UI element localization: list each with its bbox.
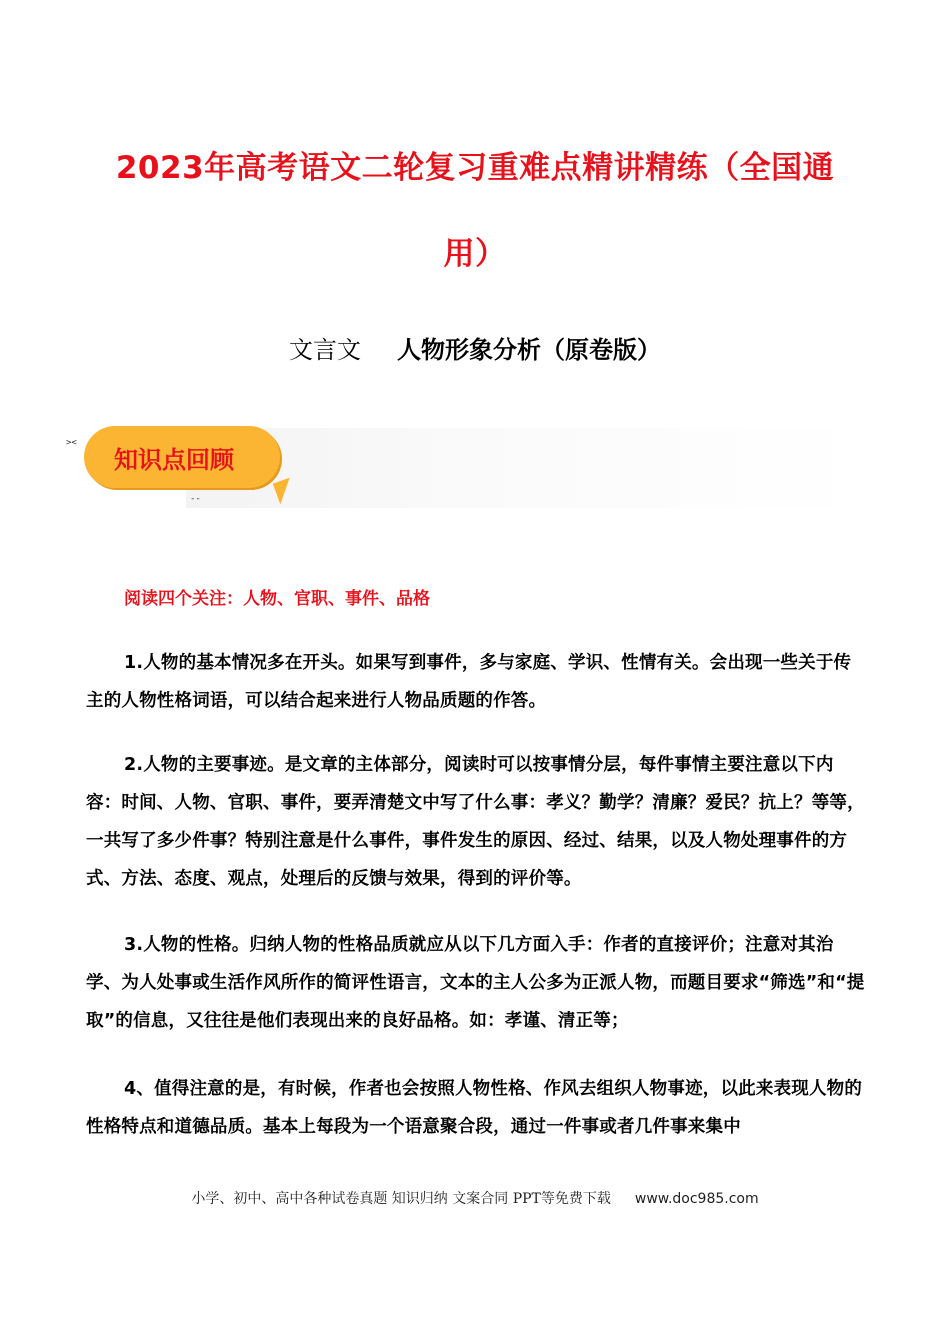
paragraph-4: 4、值得注意的是，有时候，作者也会按照人物性格、作风去组织人物事迹，以此来表现人物的性格特点和道德品质。基本上每段为一个语意聚合段，通过一件事或者几件事来集中 (86, 1079, 863, 1137)
document-subtitle (0, 330, 950, 365)
page-footer (0, 1188, 950, 1208)
badge-deco-bottom: -- (190, 494, 201, 504)
paragraph-2: 2.人物的主要事迹。是文章的主体部分，阅读时可以按事情分层，每件事情主要注意以下内容：时间、人物、官职、事件，要弄清楚文中写了什么事：孝义？勤学？清廉？爱民？抗上？等等，一共写了多少件事？特别注意是什么事件，事件发生的原因、经过、结果，以及人物处理事件的方式、方法、态度、观点，处理后的反馈与效果，得到的评价等。 (86, 755, 865, 889)
section-badge-banner (66, 420, 866, 510)
focus-heading: 阅读四个关注：人物、官职、事件、品格 (124, 589, 430, 609)
document-title-line-1: 2023年高考语文二轮复习重难点精讲精练（全国通 (115, 150, 835, 186)
paragraph-1: 1.人物的基本情况多在开头。如果写到事件，多与家庭、学识、性情有关。会出现一些关于传主的人物性格词语，可以结合起来进行人物品质题的作答。 (86, 653, 852, 711)
footer-url[interactable]: www.doc985.com (634, 1191, 759, 1207)
footer-text: 小学、初中、高中各种试卷真题 知识归纳 文案合同 PPT等免费下载 (191, 1191, 611, 1207)
subtitle-genre: 文言文 (289, 336, 361, 364)
subtitle-topic: 人物形象分析（原卷版） (397, 336, 661, 364)
document-title-line-2: 用） (443, 236, 507, 272)
section-badge-label: 知识点回顾 (114, 446, 234, 474)
badge-deco-left: >< (66, 438, 77, 448)
speech-bubble-icon (84, 426, 280, 488)
paragraph-3: 3.人物的性格。归纳人物的性格品质就应从以下几方面入手：作者的直接评价；注意对其治学、为人处事或生活作风所作的简评性语言，文本的主人公多为正派人物，而题目要求“筛选”和“提取”的信息，又往往是他们表现出来的良好品格。如：孝谨、清正等； (86, 935, 865, 1031)
